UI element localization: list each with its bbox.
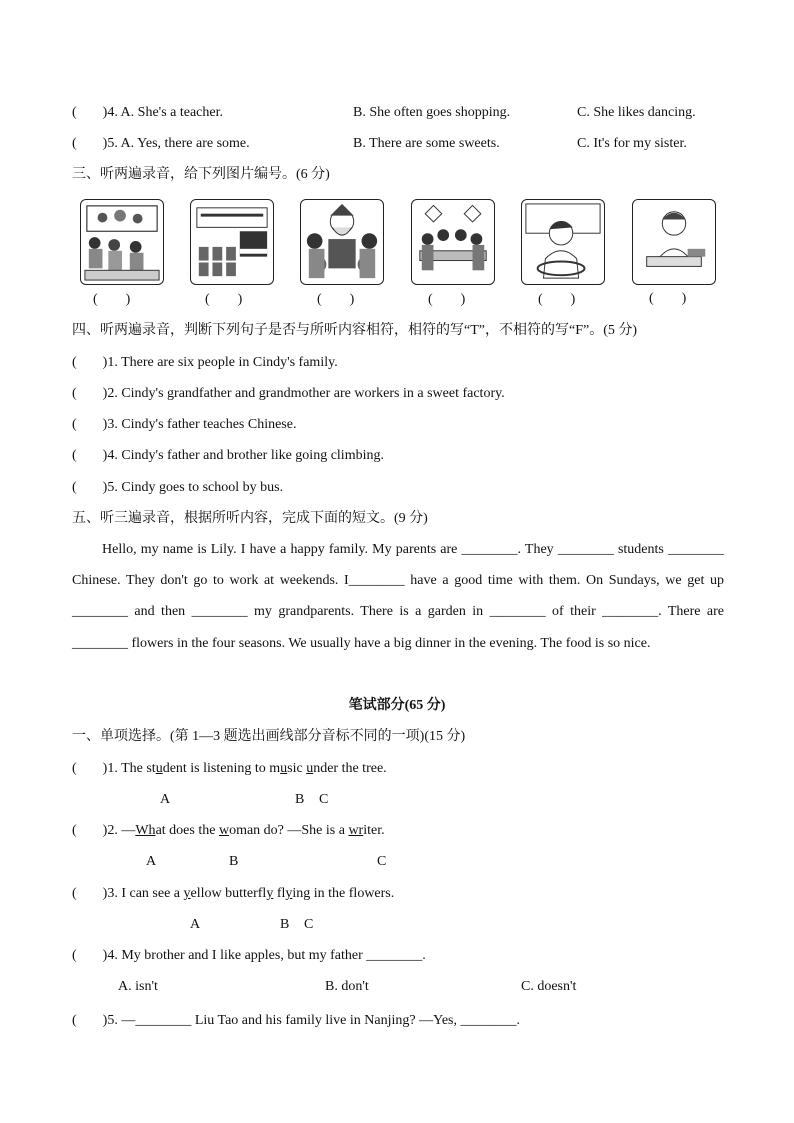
picture-blank-5[interactable]: ( )	[538, 292, 576, 307]
family-dinner-picture	[411, 199, 495, 285]
mc-section-heading: 一、单项选择。(第 1—3 题选出画线部分音标不同的一项)(15 分)	[72, 729, 466, 744]
answer-paren[interactable]: (	[72, 886, 77, 901]
question-text: )5. A. Yes, there are some.	[102, 136, 250, 151]
boy-reading-book-picture	[632, 199, 716, 285]
q2-label-a: A	[146, 854, 157, 869]
man-driving-car-picture	[521, 199, 605, 285]
answer-paren[interactable]: (	[72, 1013, 77, 1028]
picture-blank-2[interactable]: ( )	[205, 292, 243, 307]
q3-label-c: C	[304, 917, 314, 932]
mc-question-2: ( )2. —What does the woman do? —She is a writer.	[72, 823, 385, 838]
listening-q4-option-c: C. She likes dancing.	[577, 105, 696, 120]
tf-item-2	[72, 385, 505, 403]
listening-q5	[72, 135, 250, 153]
tf-text: )4. Cindy's father and brother like going climbing.	[102, 448, 384, 463]
listening-q4-option-b: B. She often goes shopping.	[353, 105, 511, 120]
section-5-heading: 五、听三遍录音，根据所听内容，完成下面的短文。(9 分)	[72, 511, 428, 526]
tf-text: )3. Cindy's father teaches Chinese.	[102, 417, 297, 432]
question-text: )4. A. She's a teacher.	[102, 105, 223, 120]
family-dinner-icon	[412, 200, 494, 284]
q4-option-b[interactable]: B. don't	[325, 979, 369, 994]
q2-label-c: C	[377, 854, 387, 869]
tf-item-3	[72, 416, 296, 434]
listening-q5-option-b: B. There are some sweets.	[353, 136, 500, 151]
classroom-party-icon	[81, 200, 163, 284]
cloze-passage[interactable]: Hello, my name is Lily. I have a happy family. My parents are ________. They ________ students ________ Chinese. They don't go to work at weekends. I________ have a good time with them. On Sundays, we get up ________ and then ________ my grandparents. There is a garden in ________ of their ________. There are ________ flowers in the four seasons. We usually have a big dinner in the evening. The food is so nice.	[72, 542, 724, 651]
mc-question-4: ( )4. My brother and I like apples, but my father ________.	[72, 948, 426, 963]
written-part-title: 笔试部分(65 分)	[348, 698, 446, 713]
music-room-piano-picture	[190, 199, 274, 285]
q1-label-b: B	[295, 792, 305, 807]
santa-children-picture	[300, 199, 384, 285]
picture-blank-3[interactable]: ( )	[317, 292, 355, 307]
picture-blank-6[interactable]: ( )	[649, 291, 687, 306]
classroom-party-picture	[80, 199, 164, 285]
answer-paren[interactable]: (	[72, 448, 77, 463]
picture-blank-1[interactable]: ( )	[93, 292, 131, 307]
mc-question-1: ( )1. The student is listening to music under the tree.	[72, 761, 387, 776]
q3-label-b: B	[280, 917, 290, 932]
tf-text: )1. There are six people in Cindy's family.	[102, 355, 338, 370]
tf-item-4	[72, 447, 384, 465]
section-4-heading: 四、听两遍录音，判断下列句子是否与所听内容相符，相符的写“T”，不相符的写“F”。(5 分)	[72, 323, 638, 338]
answer-paren[interactable]: (	[72, 823, 77, 838]
tf-text: )2. Cindy's grandfather and grandmother are workers in a sweet factory.	[102, 386, 505, 401]
tf-item-5	[72, 479, 283, 497]
q2-label-b: B	[229, 854, 239, 869]
music-room-piano-icon	[191, 200, 273, 284]
tf-text: )5. Cindy goes to school by bus.	[102, 480, 284, 495]
answer-paren[interactable]: (	[72, 355, 77, 370]
listening-q5-option-c: C. It's for my sister.	[577, 136, 687, 151]
answer-paren[interactable]: (	[72, 386, 77, 401]
q1-label-a: A	[160, 792, 171, 807]
answer-paren[interactable]: (	[72, 136, 77, 151]
q3-label-a: A	[190, 917, 201, 932]
q4-option-a[interactable]: A. isn't	[118, 979, 158, 994]
answer-paren[interactable]: (	[72, 948, 77, 963]
section-3-heading: 三、听两遍录音，给下列图片编号。(6 分)	[72, 167, 330, 182]
mc-question-3: ( )3. I can see a yellow butterfly flying in the flowers.	[72, 886, 395, 901]
listening-q4	[72, 104, 223, 122]
santa-children-icon	[301, 200, 383, 284]
q4-option-c[interactable]: C. doesn't	[521, 979, 577, 994]
picture-blank-4[interactable]: ( )	[428, 292, 466, 307]
mc-question-5: ( )5. —________ Liu Tao and his family live in Nanjing? —Yes, ________.	[72, 1013, 520, 1028]
answer-paren[interactable]: (	[72, 761, 77, 776]
q1-label-c: C	[319, 792, 329, 807]
answer-paren[interactable]: (	[72, 417, 77, 432]
boy-reading-book-icon	[633, 200, 715, 284]
answer-paren[interactable]: (	[72, 480, 77, 495]
man-driving-car-icon	[522, 200, 604, 284]
answer-paren[interactable]: (	[72, 105, 77, 120]
tf-item-1	[72, 354, 338, 372]
